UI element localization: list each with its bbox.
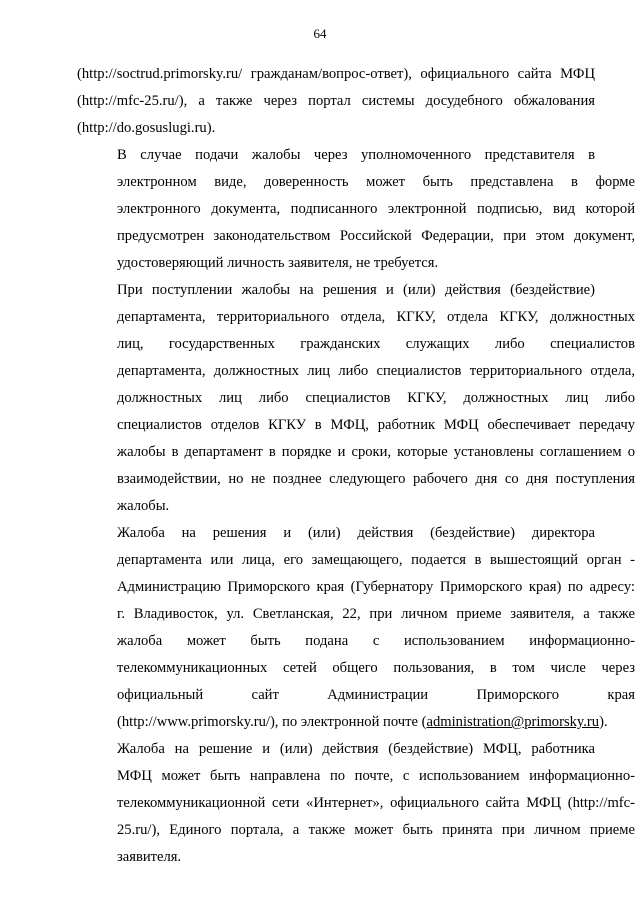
email-link[interactable]: administration@primorsky.ru xyxy=(426,714,600,730)
text-segment: (http://www.primorsky.ru/), по электронной почте ( xyxy=(117,714,427,730)
text-line: МФЦ может быть направлена по почте, с использованием информационно- xyxy=(117,768,635,784)
text-line: При поступлении жалобы на решения и (или) действия (бездействие) xyxy=(117,282,595,298)
text-line: специалистов отделов КГКУ в МФЦ, работник МФЦ обеспечивает передачу xyxy=(117,417,635,433)
paragraph-mfc-transfer xyxy=(77,277,635,520)
text-line: официальный сайт Администрации Приморского края xyxy=(117,687,635,703)
text-line: телекоммуникационной сети «Интернет», официального сайта МФЦ (http://mfc- xyxy=(117,795,635,811)
text-line: электронном виде, доверенность может быть представлена в форме xyxy=(117,174,635,190)
document-body xyxy=(77,61,635,871)
text-line: (http://soctrud.primorsky.ru/ гражданам/вопрос-ответ), официального сайта МФЦ xyxy=(77,66,595,82)
text-line: департамента, территориального отдела, КГКУ, отдела КГКУ, должностных xyxy=(117,309,635,325)
text-segment: ). xyxy=(599,714,608,730)
paragraph-representative xyxy=(77,142,635,277)
text-line: электронного документа, подписанного электронной подписью, вид которой xyxy=(117,201,635,217)
text-line: г. Владивосток, ул. Светланская, 22, при личном приеме заявителя, а также xyxy=(117,606,635,622)
text-line: Жалоба на решения и (или) действия (бездействие) директора xyxy=(117,525,595,541)
text-line: Администрацию Приморского края (Губернатору Приморского края) по адресу: xyxy=(117,579,635,595)
text-line: 25.ru/), Единого портала, а также может быть принята при личном приеме xyxy=(117,822,635,838)
text-line: жалобы. xyxy=(117,498,170,514)
text-line: департамента, должностных лиц либо специалистов территориального отдела, xyxy=(117,363,635,379)
text-line: предусмотрен законодательством Российской Федерации, при этом документ, xyxy=(117,228,635,244)
text-line: (http://do.gosuslugi.ru). xyxy=(77,120,216,136)
paragraph-appeal-channels xyxy=(77,61,595,142)
text-line: жалобы в департамент в порядке и сроки, которые установлены соглашением о xyxy=(117,444,635,460)
text-line: Жалоба на решение и (или) действия (бездействие) МФЦ, работника xyxy=(117,741,595,757)
text-line: взаимодействии, но не позднее следующего рабочего дня со дня поступления xyxy=(117,471,635,487)
paragraph-director-complaint xyxy=(77,520,635,736)
text-line: телекоммуникационных сетей общего пользования, в том числе через xyxy=(117,660,635,676)
paragraph-mfc-complaint xyxy=(77,736,635,871)
text-line: В случае подачи жалобы через уполномоченного представителя в xyxy=(117,147,595,163)
text-line: жалоба может быть подана с использованием информационно- xyxy=(117,633,635,649)
text-line: должностных лиц либо специалистов КГКУ, должностных лиц либо xyxy=(117,390,635,406)
text-line: лиц, государственных гражданских служащих либо специалистов xyxy=(117,336,635,352)
page-number: 64 xyxy=(313,26,327,41)
text-line: (http://mfc-25.ru/), а также через портал системы досудебного обжалования xyxy=(77,93,595,109)
text-line: заявителя. xyxy=(117,849,182,865)
text-line: департамента или лица, его замещающего, подается в вышестоящий орган - xyxy=(117,552,635,568)
text-line xyxy=(77,709,608,736)
text-line: удостоверяющий личность заявителя, не требуется. xyxy=(117,255,439,271)
